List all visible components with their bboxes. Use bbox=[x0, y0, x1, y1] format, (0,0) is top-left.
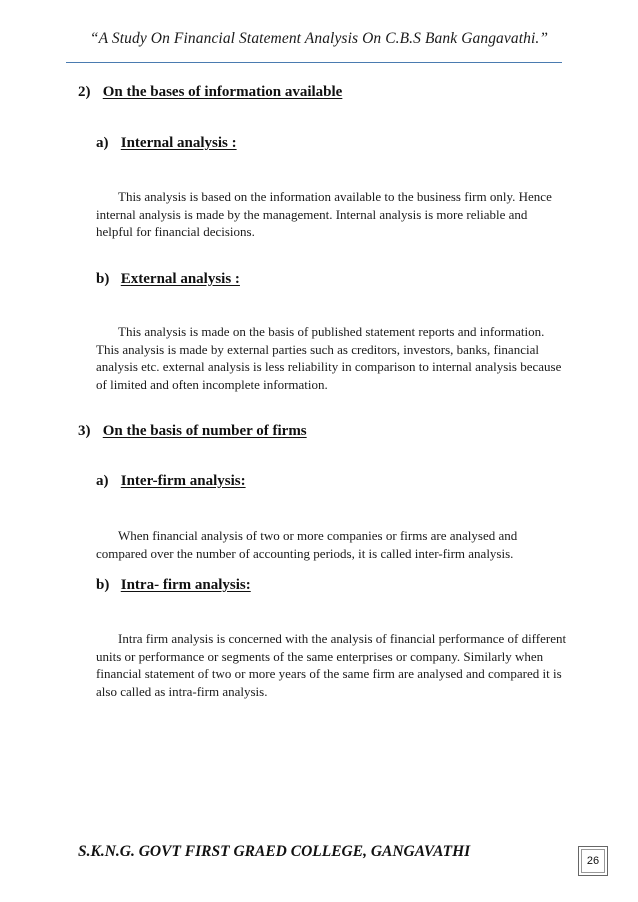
section-title: On the bases of information available bbox=[102, 84, 343, 100]
subsection-label: b) bbox=[96, 577, 110, 593]
paragraph-line: This analysis is made on the basis of published statement reports and information. bbox=[118, 324, 545, 339]
paragraph-line: internal analysis is made by the management. Internal analysis is more reliable and bbox=[96, 206, 528, 222]
paragraph-internal-analysis bbox=[96, 188, 552, 241]
page-header-title: “A Study On Financial Statement Analysis On C.B.S Bank Gangavathi.” bbox=[89, 30, 549, 47]
paragraph-external-analysis bbox=[96, 323, 561, 393]
paragraph-line: also called as intra-firm analysis. bbox=[96, 683, 268, 699]
subsection-label: a) bbox=[96, 473, 109, 489]
paragraph-line: financial statement of two or more years of the same firm are analysed and compared it is bbox=[96, 666, 562, 681]
paragraph-line: units or performance or segments of the same enterprises or company. Similarly when bbox=[96, 648, 544, 664]
paragraph-line: analysis etc. external analysis is less reliability in comparison to internal analysis because bbox=[96, 359, 562, 374]
subsection-heading-external bbox=[96, 271, 240, 288]
subsection-heading-intra-firm bbox=[96, 577, 251, 594]
paragraph-line: This analysis is based on the information available to the business firm only. Hence bbox=[118, 189, 552, 204]
subsection-title: Internal analysis : bbox=[120, 135, 237, 151]
subsection-title: Intra- firm analysis: bbox=[120, 577, 251, 593]
section-title: On the basis of number of firms bbox=[102, 423, 307, 439]
paragraph-line: of limited and often incomplete information. bbox=[96, 376, 328, 392]
page-number-box bbox=[578, 846, 608, 876]
subsection-heading-inter-firm bbox=[96, 473, 246, 490]
section-heading-3 bbox=[78, 423, 307, 440]
page-number: 26 bbox=[586, 855, 600, 867]
paragraph-inter-firm-analysis bbox=[96, 527, 517, 562]
paragraph-line: Intra firm analysis is concerned with the analysis of financial performance of different bbox=[118, 631, 567, 646]
subsection-title: External analysis : bbox=[120, 271, 240, 287]
header-divider bbox=[66, 62, 562, 63]
subsection-label: b) bbox=[96, 271, 110, 287]
footer-college-name: S.K.N.G. GOVT FIRST GRAED COLLEGE, GANGAVATHI bbox=[78, 843, 471, 860]
paragraph-line: helpful for financial decisions. bbox=[96, 224, 255, 239]
paragraph-line: This analysis is made by external parties such as creditors, investors, banks, financial bbox=[96, 341, 539, 357]
subsection-label: a) bbox=[96, 135, 109, 151]
section-number: 3) bbox=[78, 423, 91, 439]
paragraph-line: When financial analysis of two or more companies or firms are analysed and bbox=[118, 528, 518, 543]
subsection-heading-internal bbox=[96, 135, 237, 152]
section-heading-2 bbox=[78, 84, 342, 101]
paragraph-line: compared over the number of accounting periods, it is called inter-firm analysis. bbox=[96, 545, 514, 561]
subsection-title: Inter-firm analysis: bbox=[120, 473, 246, 489]
section-number: 2) bbox=[78, 84, 91, 100]
paragraph-intra-firm-analysis bbox=[96, 630, 566, 700]
